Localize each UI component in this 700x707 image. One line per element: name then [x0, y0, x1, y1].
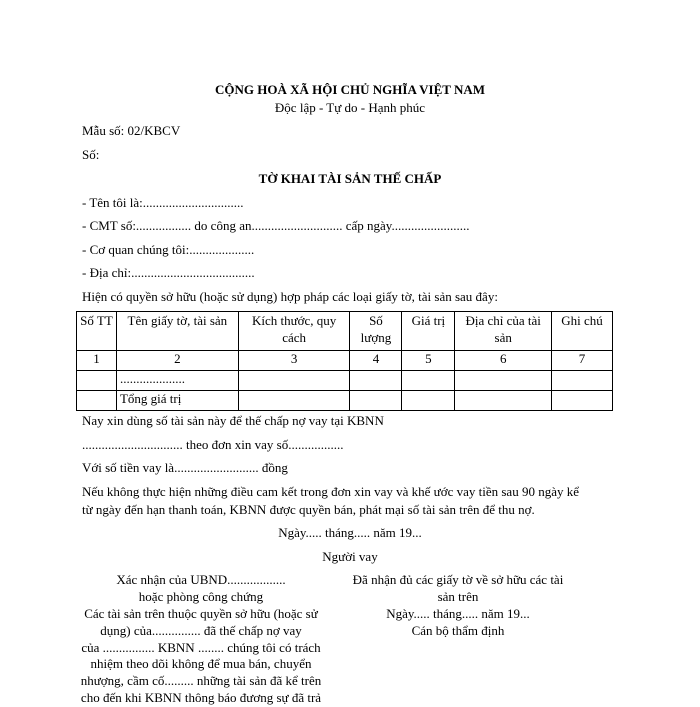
table-row — [77, 371, 613, 391]
body-loan-amount: Với số tiền vay là.......................... đồng — [82, 460, 288, 475]
number-cell: 3 — [238, 351, 350, 371]
table-cell — [77, 371, 117, 391]
number-cell: 4 — [350, 351, 402, 371]
appraiser-line: Cán bộ thẩm định — [411, 622, 505, 638]
header-cell: Giá trị — [402, 312, 455, 351]
body-loan-request: ............................... theo đơn xin vay số................. — [82, 437, 344, 452]
field-agency: - Cơ quan chúng tôi:.................... — [82, 242, 255, 257]
table-cell — [402, 391, 455, 411]
header-cell: Tên giấy tờ, tài sản — [116, 312, 238, 351]
body-pledge: Nay xin dùng số tài sản này để thế chấp nợ vay tại KBNN — [82, 413, 384, 428]
header-cell: Ghi chú — [552, 312, 613, 351]
table-number-row — [77, 351, 613, 371]
nation-header: CỘNG HOÀ XÃ HỘI CHỦ NGHĨA VIỆT NAM — [214, 82, 486, 97]
table-cell — [552, 371, 613, 391]
appraiser-line: Đã nhận đủ các giấy tờ về sở hữu các tài — [352, 572, 564, 587]
header-cell: Địa chỉ của tài sản — [455, 312, 552, 351]
ubnd-line: nhượng, cầm cố......... những tài sản đã kể trên — [80, 673, 322, 689]
field-address: - Địa chỉ:...................................... — [82, 265, 255, 280]
table-cell — [350, 391, 402, 411]
table-cell — [350, 371, 402, 391]
table-cell — [77, 391, 117, 411]
ubnd-line: dụng) của............... đã thế chấp nợ vay — [100, 622, 302, 638]
header-cell: Số TT — [77, 312, 117, 351]
ubnd-line: Các tài sản trên thuộc quyền sở hữu (hoặc sử — [84, 605, 318, 621]
table-cell: .................... — [116, 371, 238, 391]
appraiser-line: Ngày..... tháng..... năm 19... — [386, 605, 530, 621]
assets-table — [76, 311, 613, 411]
ubnd-line: nhiệm theo dõi không để mua bán, chuyển — [90, 656, 312, 672]
motto: Độc lập - Tự do - Hạnh phúc — [274, 100, 426, 115]
table-cell — [455, 371, 552, 391]
document-title: TỜ KHAI TÀI SẢN THẾ CHẤP — [258, 171, 442, 186]
number-cell: 2 — [116, 351, 238, 371]
appraiser-block — [338, 572, 578, 640]
ubnd-line: của ................ KBNN ........ chúng tôi có trách — [81, 639, 321, 655]
header-cell: Kích thước, quy cách — [238, 312, 350, 351]
signing-date: Ngày..... tháng..... năm 19... — [278, 525, 422, 540]
table-cell — [238, 391, 350, 411]
header-cell: Số lượng — [350, 312, 402, 351]
total-label: Tổng giá trị — [116, 391, 238, 411]
table-cell — [238, 371, 350, 391]
intro-text: Hiện có quyền sở hữu (hoặc sử dụng) hợp pháp các loại giấy tờ, tài sản sau đây: — [82, 289, 498, 304]
table-header-row — [77, 312, 613, 351]
number-cell: 5 — [402, 351, 455, 371]
table-cell — [455, 391, 552, 411]
number-cell: 7 — [552, 351, 613, 371]
form-number: Số: — [82, 147, 100, 162]
field-name: - Tên tôi là:............................... — [82, 195, 244, 210]
field-id: - CMT số:................. do công an............................ cấp ngày........................ — [82, 218, 470, 233]
table-cell — [402, 371, 455, 391]
ubnd-line: hoặc phòng công chứng — [138, 588, 264, 604]
table-total-row — [77, 391, 613, 411]
number-cell: 6 — [455, 351, 552, 371]
ubnd-line: cho đến khi KBNN thông báo đương sự đã trả — [80, 690, 322, 706]
form-code: Mẫu số: 02/KBCV — [82, 123, 181, 138]
appraiser-line: sản trên — [437, 588, 479, 604]
borrower-label: Người vay — [322, 549, 378, 564]
body-terms-line1: Nếu không thực hiện những điều cam kết trong đơn xin vay và khế ước vay tiền sau 90 ngày kể — [82, 484, 579, 499]
table-cell — [552, 391, 613, 411]
ubnd-confirmation-block — [74, 572, 328, 707]
body-terms-line2: từ ngày đến hạn thanh toán, KBNN được quyền bán, phát mại số tài sản trên để thu nợ. — [82, 502, 535, 517]
number-cell: 1 — [77, 351, 117, 371]
ubnd-line: Xác nhận của UBND.................. — [116, 572, 286, 587]
